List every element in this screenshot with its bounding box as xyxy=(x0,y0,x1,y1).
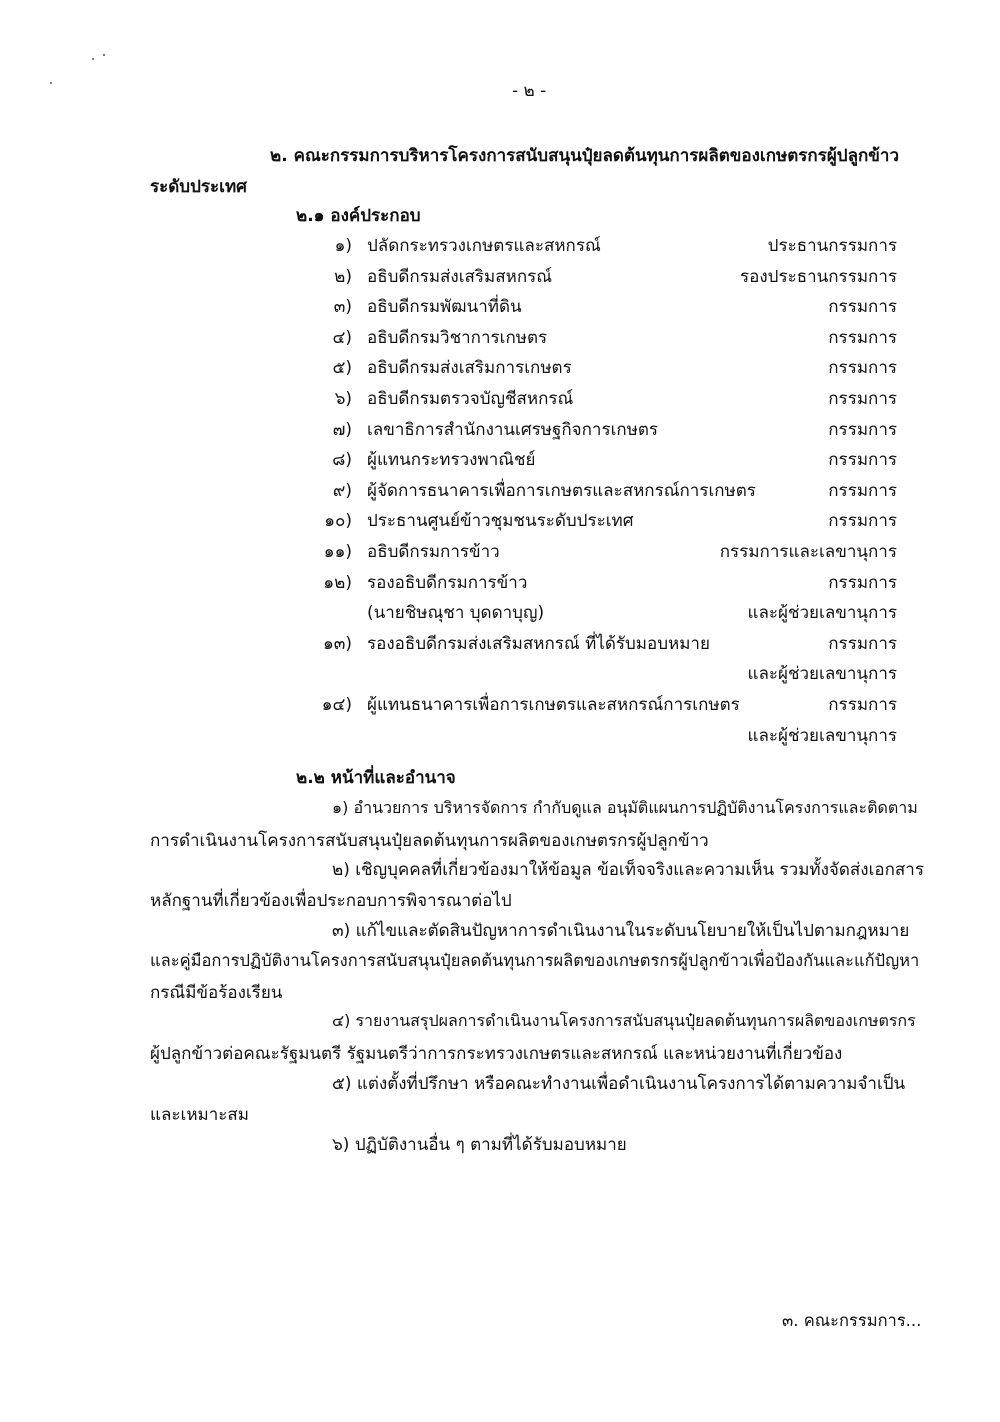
continuation-text: ๓. คณะกรรมการ... xyxy=(782,1311,922,1330)
member-role: กรรมการ xyxy=(828,480,897,501)
duty-item-continuation-line: ผู้ปลูกข้าวต่อคณะรัฐมนตรี รัฐมนตรีว่าการกระทรวงเกษตรและสหกรณ์ และหน่วยงานที่เกี่ยวข้อง xyxy=(150,1044,843,1064)
member-name: อธิบดีกรมการข้าว xyxy=(367,542,500,562)
member-name: ปลัดกระทรวงเกษตรและสหกรณ์ xyxy=(367,236,601,256)
member-role: กรรมการ xyxy=(828,389,897,409)
duty-item-continuation-line: หลักฐานที่เกี่ยวข้องเพื่อประกอบการพิจารณาต่อไป xyxy=(150,891,512,911)
duty-item-continuation-line: และเหมาะสม xyxy=(150,1105,249,1125)
member-number: ๕) xyxy=(332,358,352,379)
duty-item-continuation-line: กรณีมีข้อร้องเรียน xyxy=(150,983,283,1003)
member-role: กรรมการ xyxy=(828,450,897,471)
member-name: รองอธิบดีกรมการข้าว xyxy=(367,572,528,593)
member-number: ๘) xyxy=(332,450,352,471)
member-name: อธิบดีกรมส่งเสริมการเกษตร xyxy=(367,358,572,379)
member-number: ๔) xyxy=(332,327,352,348)
duty-item-continuation-line: การดำเนินงานโครงการสนับสนุนปุ๋ยลดต้นทุนการผลิตของเกษตรกรผู้ปลูกข้าว xyxy=(150,831,709,851)
member-role: และผู้ช่วยเลขานุการ xyxy=(747,603,897,624)
page-number: - ๒ - xyxy=(512,81,547,101)
duty-item-first-line: ๓) แก้ไขและตัดสินปัญหาการดำเนินงานในระดับนโยบายให้เป็นไปตามกฎหมาย xyxy=(332,921,910,941)
member-name: ประธานศูนย์ข้าวชุมชนระดับประเทศ xyxy=(367,511,634,532)
member-number: ๒) xyxy=(334,266,352,287)
section-heading-line1: ๒. คณะกรรมการบริหารโครงการสนับสนุนปุ๋ยลดต้นทุนการผลิตของเกษตรกรผู้ปลูกข้าว xyxy=(270,146,899,166)
duty-item-continuation-line: และคู่มือการปฏิบัติงานโครงการสนับสนุนปุ๋ยลดต้นทุนการผลิตของเกษตรกรผู้ปลูกข้าวเพื่อป้องกันและแก้ปัญหา xyxy=(150,951,920,970)
section-heading-line2: ระดับประเทศ xyxy=(150,177,247,197)
member-name: อธิบดีกรมตรวจบัญชีสหกรณ์ xyxy=(367,389,574,409)
member-role: กรรมการ xyxy=(828,419,897,440)
member-role: กรรมการและเลขานุการ xyxy=(719,542,897,562)
duty-item-first-line: ๕) แต่งตั้งที่ปรึกษา หรือคณะทำงานเพื่อดำเนินงานโครงการได้ตามความจำเป็น xyxy=(332,1074,906,1094)
composition-heading: ๒.๑ องค์ประกอบ xyxy=(296,206,421,226)
member-role: กรรมการ xyxy=(828,511,897,532)
member-name: รองอธิบดีกรมส่งเสริมสหกรณ์ ที่ได้รับมอบหมาย xyxy=(367,633,710,654)
duty-item-first-line: ๖) ปฏิบัติงานอื่น ๆ ตามที่ได้รับมอบหมาย xyxy=(332,1135,627,1155)
member-role: กรรมการ xyxy=(828,327,897,348)
member-number: ๓) xyxy=(333,297,352,318)
member-role: กรรมการ xyxy=(828,572,897,593)
member-role: กรรมการ xyxy=(828,358,897,379)
duty-item-first-line: ๒) เชิญบุคคลที่เกี่ยวข้องมาให้ข้อมูล ข้อเท็จจริงและความเห็น รวมทั้งจัดส่งเอกสาร xyxy=(332,860,924,880)
member-name: เลขาธิการสำนักงานเศรษฐกิจการเกษตร xyxy=(367,419,659,440)
member-name: ผู้แทนกระทรวงพาณิชย์ xyxy=(367,450,536,471)
member-role: กรรมการ xyxy=(828,695,897,715)
member-role: และผู้ช่วยเลขานุการ xyxy=(747,725,897,746)
member-role: ประธานกรรมการ xyxy=(767,236,897,256)
member-name: อธิบดีกรมส่งเสริมสหกรณ์ xyxy=(367,266,553,287)
duty-item-first-line: ๔) รายงานสรุปผลการดำเนินงานโครงการสนับสนุนปุ๋ยลดต้นทุนการผลิตของเกษตรกร xyxy=(332,1011,916,1030)
member-number: ๑๐) xyxy=(324,511,352,532)
member-name: ผู้แทนธนาคารเพื่อการเกษตรและสหกรณ์การเกษตร xyxy=(367,695,740,715)
member-name: ผู้จัดการธนาคารเพื่อการเกษตรและสหกรณ์การเกษตร xyxy=(367,480,756,501)
scan-speck xyxy=(103,54,105,56)
member-number: ๑๒) xyxy=(323,572,352,593)
member-number: ๑) xyxy=(334,236,352,256)
member-role: กรรมการ xyxy=(828,633,897,654)
member-number: ๑๓) xyxy=(322,633,352,654)
member-name: อธิบดีกรมพัฒนาที่ดิน xyxy=(367,297,522,318)
member-name: อธิบดีกรมวิชาการเกษตร xyxy=(367,327,548,348)
member-role: กรรมการ xyxy=(828,297,897,318)
member-number: ๑๑) xyxy=(323,542,352,562)
member-number: ๑๔) xyxy=(321,695,352,715)
duties-heading: ๒.๒ หน้าที่และอำนาจ xyxy=(296,768,456,788)
member-number: ๙) xyxy=(332,480,352,501)
member-role: รองประธานกรรมการ xyxy=(740,266,897,287)
member-number: ๗) xyxy=(332,419,352,440)
scan-speck xyxy=(92,58,94,60)
member-name: (นายชิษณุชา บุดดาบุญ) xyxy=(367,603,545,624)
scan-speck xyxy=(50,82,52,84)
member-number: ๖) xyxy=(334,389,352,409)
member-role: และผู้ช่วยเลขานุการ xyxy=(747,664,897,685)
duty-item-first-line: ๑) อำนวยการ บริหารจัดการ กำกับดูแล อนุมัติแผนการปฏิบัติงานโครงการและติดตาม xyxy=(332,798,918,817)
